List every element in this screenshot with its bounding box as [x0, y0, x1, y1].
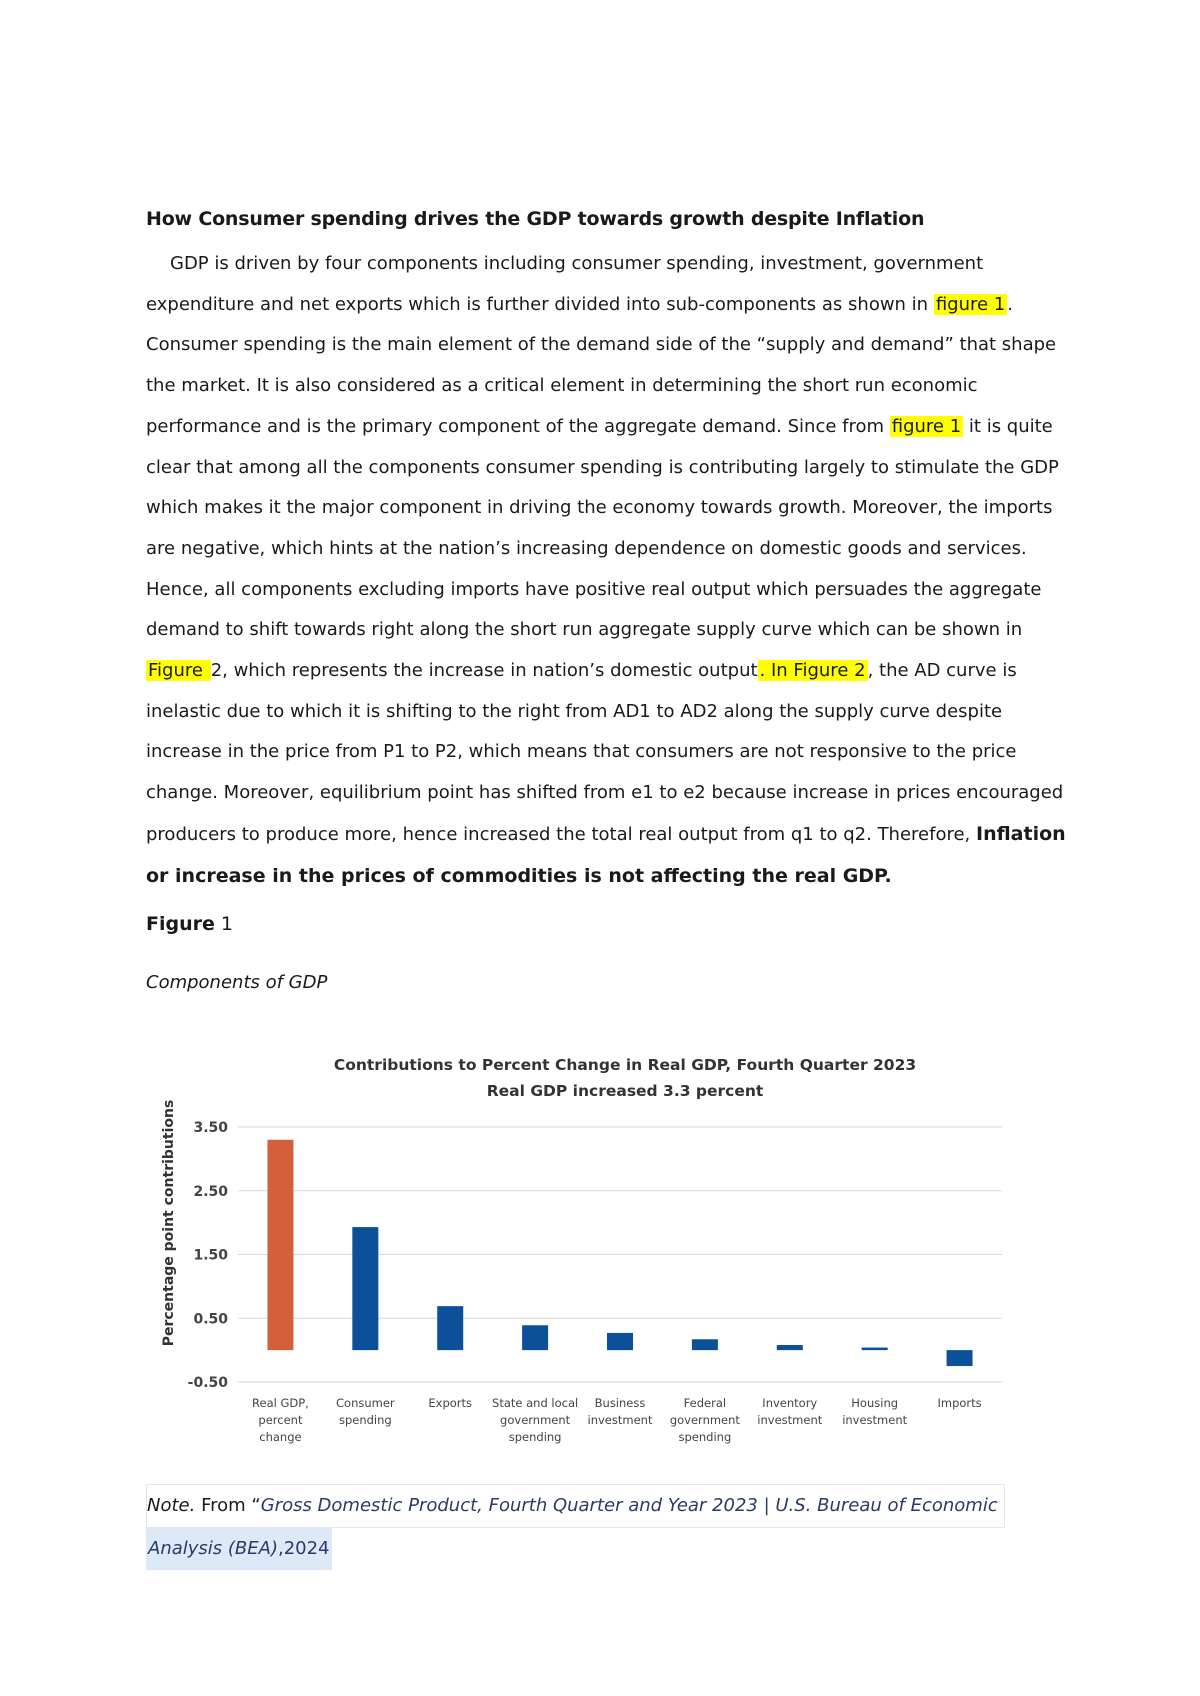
bar — [607, 1333, 633, 1350]
y-tick-label: -0.50 — [187, 1375, 228, 1391]
x-tick-label: government — [669, 1413, 740, 1427]
x-tick-label: spending — [508, 1430, 562, 1444]
x-tick-label: investment — [587, 1413, 653, 1427]
note-source-title[interactable]: Gross Domestic Product, Fourth Quarter and Year 2023 | U.S. Bureau of Economic — [260, 1495, 998, 1516]
x-tick-label: Real GDP, — [252, 1396, 309, 1410]
x-tick-label: change — [259, 1430, 302, 1444]
x-tick-label: investment — [842, 1413, 908, 1427]
x-tick-label: Consumer — [336, 1396, 395, 1410]
chart-title: Contributions to Percent Change in Real GDP, Fourth Quarter 2023 — [333, 1056, 917, 1074]
gdp-contributions-chart — [150, 1045, 1010, 1445]
bar — [522, 1325, 548, 1350]
x-tick-label: Housing — [851, 1396, 899, 1410]
bar-layer — [267, 1140, 972, 1366]
x-tick-label: spending — [338, 1413, 392, 1427]
figure-caption: Components of GDP — [146, 972, 328, 993]
chart-subtitle: Real GDP increased 3.3 percent — [486, 1082, 764, 1100]
x-tick-label: government — [500, 1413, 571, 1427]
x-tick-label: State and local — [492, 1396, 579, 1410]
bar — [692, 1339, 718, 1350]
x-tick-label: Imports — [937, 1396, 982, 1410]
text-segment: . Consumer spending is the main element of the demand side of the “supply and demand” that shape the market. It is also considered as a critical element in determining the short run economic performance and is the primary component of the aggregate demand. Since from — [146, 293, 1057, 437]
highlight-figure-2-ref: Figure — [148, 660, 209, 682]
bold-conclusion: Inflation or increase in the prices of commodities is not affecting the real GDP. — [146, 822, 1066, 887]
highlight-figure-2-ref: . In Figure 2 — [759, 660, 866, 682]
figure-label-word: Figure — [146, 913, 215, 935]
bar — [437, 1306, 463, 1350]
y-tick-label: 2.50 — [193, 1183, 228, 1200]
document-heading: How Consumer spending drives the GDP towards growth despite Inflation — [146, 208, 925, 230]
y-tick-label: 1.50 — [193, 1247, 228, 1264]
note-prefix: Note. — [147, 1495, 196, 1516]
x-tick-label: spending — [678, 1430, 732, 1444]
note-source-org: Analysis (BEA) — [148, 1538, 278, 1559]
highlight-figure-1-ref: figure 1 — [891, 415, 962, 437]
figure-label-number: 1 — [214, 913, 234, 935]
body-paragraph — [146, 244, 1081, 897]
bar — [352, 1227, 378, 1350]
y-tick-label: 0.50 — [193, 1311, 228, 1328]
x-tick-label: Federal — [683, 1396, 727, 1410]
x-tick-label: percent — [258, 1413, 303, 1427]
bar — [267, 1140, 293, 1350]
text-segment: 2, which represents the increase in nation’s domestic output — [210, 660, 758, 682]
x-tick-label: investment — [757, 1413, 823, 1427]
bar — [777, 1345, 803, 1350]
y-tick-label: 3.50 — [193, 1120, 228, 1136]
x-tick-label: Business — [594, 1396, 646, 1410]
source-note — [146, 1484, 1005, 1570]
paragraph — [146, 244, 1081, 897]
x-tick-label: Exports — [428, 1396, 473, 1410]
label-layer — [188, 1120, 982, 1444]
bar — [862, 1348, 888, 1351]
text-segment: GDP is driven by four components including consumer spending, investment, government expenditure and net exports which is further divided into sub-components as shown in — [146, 253, 984, 315]
text-segment: it is quite clear that among all the components consumer spending is contributing largely to stimulate the GDP which makes it the major component in driving the economy towards growth. Moreover, the imports are negative, which hints at the nation’s increasing dependence on domestic goods and services. Hence, all components excluding imports have positive real output which persuades the aggregate demand to shift towards right along the short run aggregate supply curve which can be shown in — [146, 415, 1059, 641]
bar — [947, 1350, 973, 1366]
note-year: ,2024 — [277, 1538, 330, 1559]
x-tick-label: Inventory — [762, 1396, 818, 1410]
figure-label — [146, 913, 233, 935]
note-line-1 — [146, 1484, 1005, 1528]
text-segment: , the AD curve is inelastic due to which it is shifting to the right from AD1 to AD2 along the supply curve despite increase in the price from P1 to P2, which means that consumers are not responsive to the price change. Moreover, equilibrium point has shifted from e1 to e2 because increase in prices encouraged producers to produce more, hence increased the total real output from q1 to q2. Therefore, — [146, 660, 1064, 845]
note-from: From “ — [195, 1495, 261, 1516]
highlight-figure-1-ref: figure 1 — [935, 293, 1006, 315]
y-axis-label: Percentage point contributions — [161, 1099, 177, 1347]
note-line-2[interactable] — [146, 1528, 332, 1570]
